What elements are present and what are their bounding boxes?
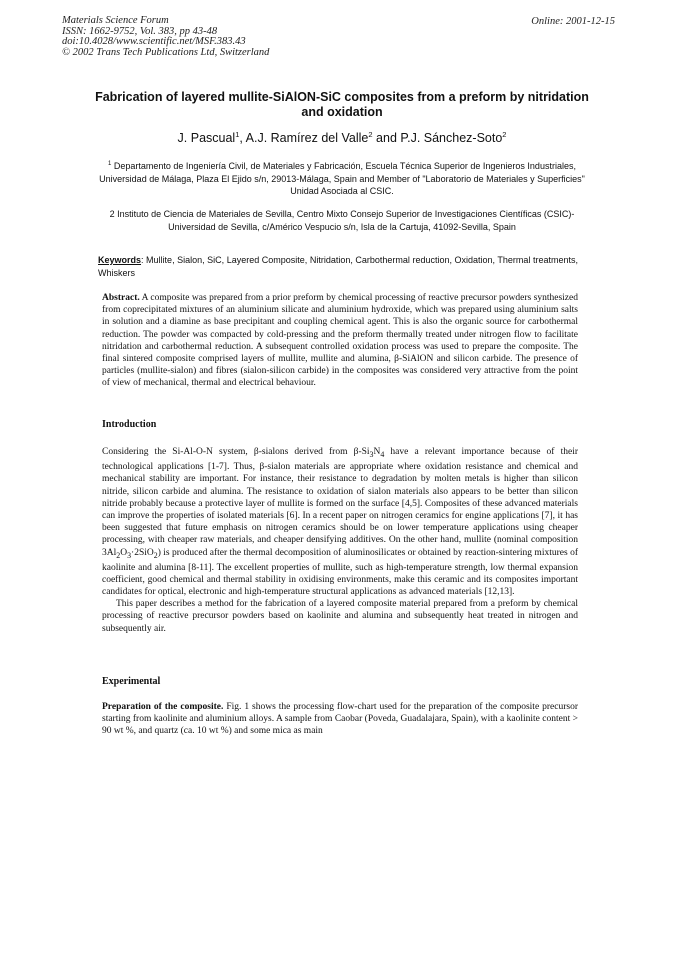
copyright-line: © 2002 Trans Tech Publications Ltd, Switzerland bbox=[62, 46, 270, 58]
affiliation-1 bbox=[92, 158, 592, 198]
author-2: , A.J. Ramírez del Valle bbox=[239, 131, 369, 146]
experimental-subheading: Preparation of the composite. bbox=[102, 702, 224, 712]
affiliation-1-text: Departamento de Ingeniería Civil, de Materiales y Fabricación, Escuela Técnica Superior de Ingenieros Industriales, Universidad de Málaga, Plaza El Ejido s/n, 29013-Málaga, Spain and Member of "Laboratorio de Materiales y Superficies" Unidad Asociada al CSIC. bbox=[99, 161, 585, 196]
issn-line: ISSN: 1662-9752, Vol. 383, pp 43-48 bbox=[62, 25, 218, 37]
keywords-label: Keywords bbox=[98, 255, 142, 265]
author-1-affil: 1 bbox=[235, 130, 240, 139]
affiliation-1-number: 1 bbox=[108, 161, 112, 167]
abstract bbox=[102, 292, 578, 390]
journal-header bbox=[62, 16, 269, 58]
abstract-label: Abstract. bbox=[102, 293, 140, 303]
introduction-paragraph-2: This paper describes a method for the fabrication of a layered composite material prepared from a preform by chemical processing of reactive precursor powders based on kaolinite and alumina and subsequently heat treated in nitrogen and subsequently air. bbox=[102, 599, 578, 634]
online-date: Online: 2001-12-15 bbox=[531, 16, 615, 27]
keywords-text: : Mullite, Sialon, SiC, Layered Composite, Nitridation, Carbothermal reduction, Oxidation, Thermal treatments, Whiskers bbox=[98, 255, 578, 278]
introduction-paragraph-1: Considering the Si-Al-O-N system, β-sialons derived from $\beta-Si_3N_4$ have a relevant importance because of their technological applications [1-7]. Thus, β-sialon materials are appropriate where oxidation resistance and chemical and mechanical stability are important. For instance, their resistance to degradation by molten metals is higher than silicon nitride, silicon carbide and alumina. The resistance to oxidation of sialon materials also appears to be better than silicon nitride probably because a protective layer of mullite is formed on the surface [4,5]. Composites of these advanced materials can improve the properties of isolated materials [6]. In a recent paper on nitrogen ceramics for engine applications [7], it has been suggested that future emphasis on nitrogen ceramics should be on lower temperature applications using cheaper processing, with cheaper raw materials, and cheaper densifying additives. On the other hand, mullite (nominal composition $3Al_2O_3\cdot 2SiO_2$) is produced after the thermal decomposition of aluminosilicates or obtained by reaction-sintering mixtures of kaolinite and alumina [8-11]. The excellent properties of mullite, such as high-temperature strength, low thermal expansion coefficient, good chemical and thermal stability in oxidising environments, make this ceramic and its composites important candidates for optical, electronic and high-temperature structural applications as advanced materials [12,13]. bbox=[102, 447, 578, 598]
abstract-text: A composite was prepared from a prior preform by chemical processing of reactive precursor powders synthesized from coprecipitated mixtures of an aluminium silicate and aluminium hydroxide, which was prepared using aluminium salts in solution and a diamine as base precipitant and coupling chemical agent. This is also the organic source for carbothermal reduction. The powder was compacted by cold-pressing and the preform thermally treated under nitrogen flow to facilitate nitridation and carbothermal reduction. A subsequent controlled oxidation process was used to prepare the composite. The final sintered composite comprised layers of mullite, mullite and alumina, β-SiAlON and silicon carbide. The presence of particles (mullite-sialon) and fibres (sialon-silicon carbide) in the composites was considered very attractive from the point of view of mechanical, thermal and electrical behaviour. bbox=[102, 293, 578, 389]
author-1: J. Pascual bbox=[177, 131, 236, 146]
experimental-text: Fig. 1 shows the processing flow-chart used for the preparation of the composite precursor starting from kaolinite and aluminium alloys. A sample from Caobar (Poveda, Guadalajara, Spain), with a kaolinite content > 90 wt %, and quartz (ca. 10 wt %) and some mica as main bbox=[102, 702, 578, 737]
introduction-body bbox=[102, 446, 578, 635]
experimental-body bbox=[102, 701, 578, 738]
affiliation-2: 2 Instituto de Ciencia de Materiales de Sevilla, Centro Mixto Consejo Superior de Investigaciones Científicas (CSIC)-Universidad de Sevilla, c/Américo Vespucio s/n, Isla de la Cartuja, 41092-Sevilla, Spain bbox=[109, 209, 575, 232]
introduction-heading: Introduction bbox=[102, 419, 157, 430]
doi-line: doi:10.4028/www.scientific.net/MSF.383.43 bbox=[62, 36, 246, 47]
keywords bbox=[98, 254, 578, 279]
author-2-affil: 2 bbox=[368, 130, 373, 139]
paper-title: Fabrication of layered mullite-SiAlON-SiC composites from a preform by nitridation and oxidation bbox=[95, 90, 589, 119]
author-3: and P.J. Sánchez-Soto bbox=[372, 131, 503, 146]
experimental-heading: Experimental bbox=[102, 676, 161, 687]
author-3-affil: 2 bbox=[502, 130, 507, 139]
author-list bbox=[62, 130, 622, 145]
journal-name: Materials Science Forum bbox=[62, 15, 169, 26]
